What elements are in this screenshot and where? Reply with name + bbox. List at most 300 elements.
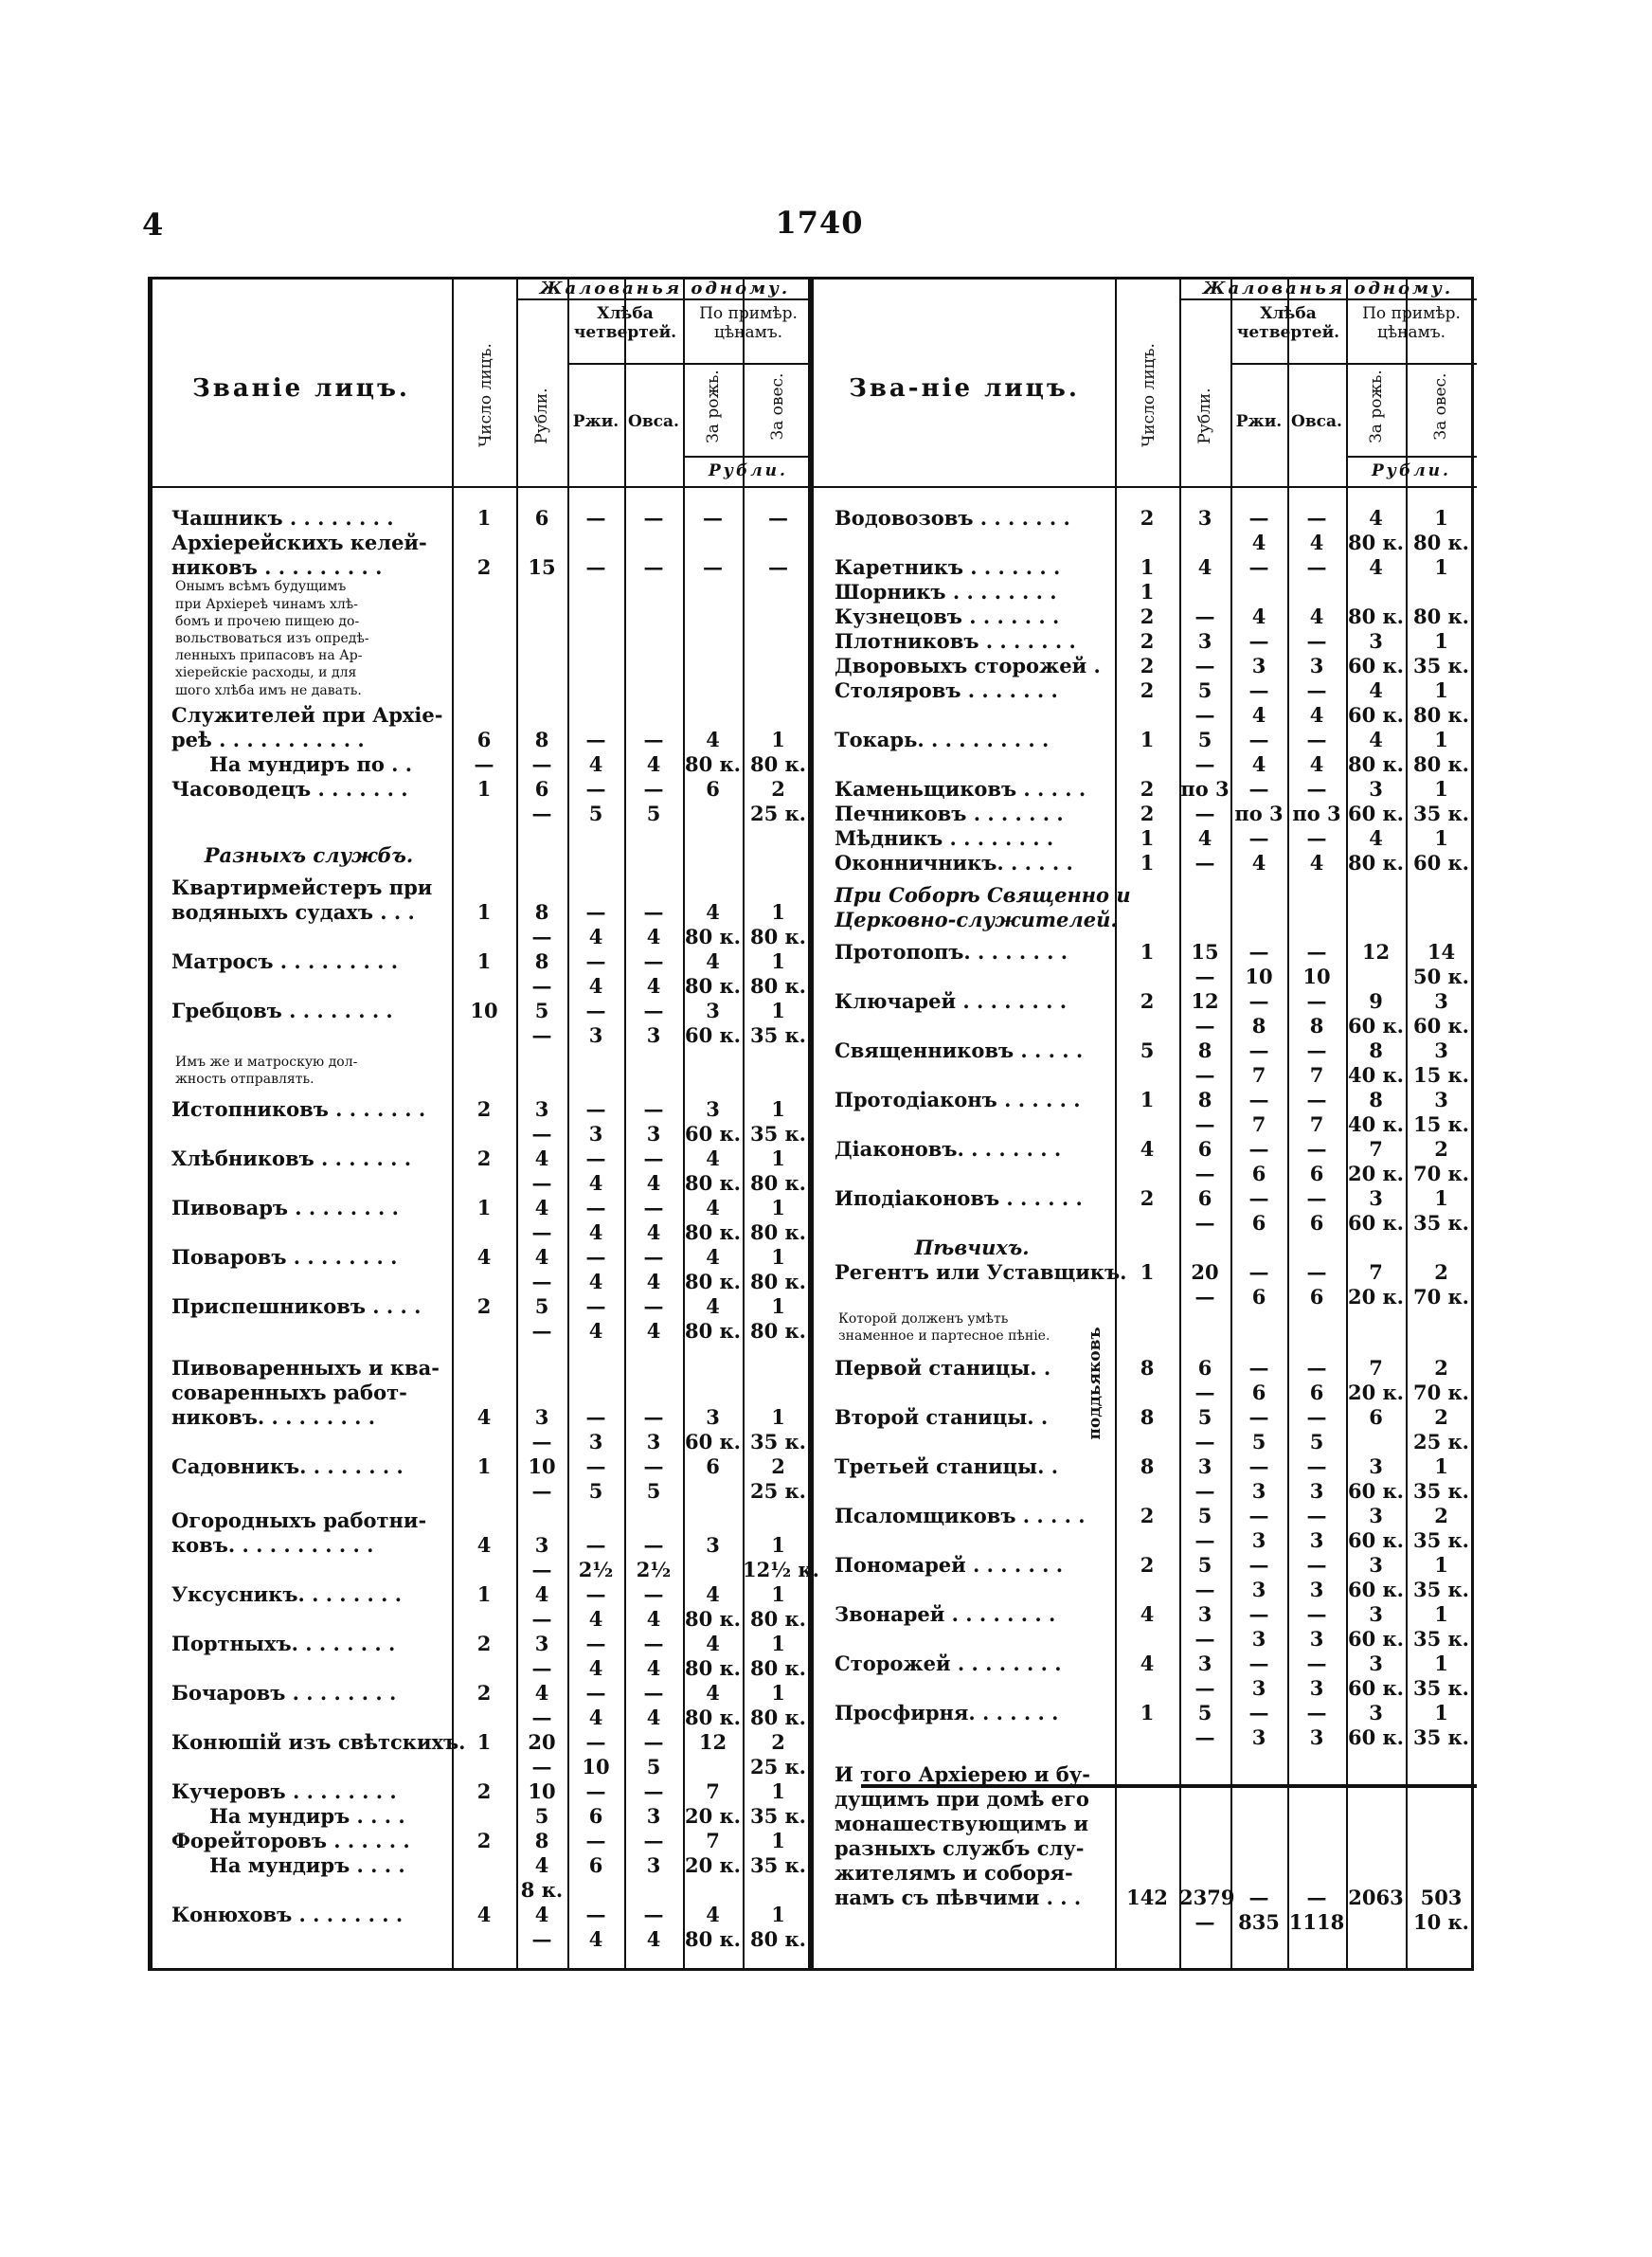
left-cell-rye: 4	[588, 1270, 603, 1293]
right-cell-po: 10 к.	[1412, 1910, 1469, 1934]
left-cell-pr: 4	[706, 949, 720, 973]
rye-header: Ржи.	[572, 412, 620, 431]
left-cell-name: Форейторовъ . . . . . .	[171, 1829, 410, 1853]
left-cell-po: 25 к.	[749, 1479, 806, 1503]
right-cell-pr: 3	[1369, 1602, 1383, 1626]
left-cell-oat: —	[643, 1147, 664, 1170]
left-cell-oat: 4	[646, 1706, 661, 1730]
right-cell-rub: —	[1194, 1381, 1215, 1404]
left-cell-note2: жность отправлять.	[175, 1072, 314, 1088]
left-cell-pr: 4	[706, 1582, 720, 1607]
right-cell-oat: 3	[1309, 654, 1324, 677]
left-cell-n: 10	[470, 999, 498, 1022]
left-cell-po: 25 к.	[749, 802, 806, 825]
right-cell-n: 1	[1140, 1701, 1155, 1724]
left-cell-rub: —	[531, 1607, 552, 1632]
right-cell-name: Просфирня. . . . . . .	[835, 1701, 1059, 1724]
right-cell-pr: 3	[1369, 1454, 1383, 1478]
right-cell-pr: 60 к.	[1347, 654, 1404, 677]
right-cell-po: 15 к.	[1412, 1062, 1469, 1087]
right-cell-rub: —	[1194, 1210, 1215, 1235]
left-cell-name: Часоводецъ . . . . . . .	[171, 777, 408, 801]
right-cell-po: 35 к.	[1412, 802, 1469, 825]
right-cell-po: 1	[1434, 678, 1448, 702]
left-cell-rye: —	[585, 1903, 606, 1927]
right-cell-oat: 3	[1309, 1479, 1324, 1503]
left-cell-oat: —	[643, 1454, 664, 1478]
left-cell-po: 35 к.	[749, 1853, 806, 1878]
right-cell-po: 35 к.	[1412, 1578, 1469, 1601]
left-cell-oat: —	[643, 949, 664, 973]
left-cell-pr: 4	[706, 1147, 720, 1170]
left-cell-rye: 4	[588, 1927, 603, 1952]
left-cell-name: Конюховъ . . . . . . . .	[171, 1903, 404, 1927]
rubles-header: Рубли.	[532, 388, 551, 444]
left-cell-name: Поваровъ . . . . . . . .	[171, 1245, 398, 1269]
right-cell-po: 2	[1434, 1504, 1448, 1527]
left-cell-pr: 80 к.	[684, 1220, 741, 1244]
left-cell-oat: 5	[646, 1755, 661, 1779]
left-cell-rub: —	[531, 974, 552, 998]
right-cell-rye: 10	[1245, 964, 1273, 988]
right-cell-sec: При Соборѣ Священно и	[835, 882, 1131, 907]
right-cell-oat: —	[1306, 506, 1327, 530]
left-cell-rye: 5	[588, 1479, 603, 1503]
right-cell-name: Протопопъ. . . . . . . .	[835, 939, 1068, 964]
left-cell-po: 1	[771, 1294, 785, 1318]
right-cell-oat: 4	[1309, 752, 1324, 776]
right-cell-oat: —	[1306, 988, 1327, 1013]
left-cell-rye: —	[585, 1196, 606, 1219]
left-cell-rye: —	[585, 1294, 606, 1318]
right-cell-n: 1	[1140, 1087, 1155, 1111]
right-cell-oat: 4	[1309, 531, 1324, 554]
left-table	[148, 277, 819, 1971]
right-cell-oat: 6	[1309, 1210, 1324, 1235]
left-cell-rye: —	[585, 1533, 606, 1558]
right-cell-name: Псаломщиковъ . . . . .	[835, 1504, 1086, 1527]
right-cell-rye: 7	[1251, 1062, 1266, 1087]
right-cell-n: 1	[1140, 851, 1155, 875]
right-cell-po: 35 к.	[1412, 1210, 1469, 1235]
right-cell-pr: 7	[1369, 1259, 1383, 1284]
right-cell-oat: 8	[1309, 1013, 1324, 1038]
left-cell-name: Конюшій изъ свѣтскихъ.	[171, 1730, 466, 1755]
right-cell-po: 35 к.	[1412, 654, 1469, 677]
left-cell-rye: —	[585, 1829, 606, 1853]
right-cell-pr: 2063	[1348, 1886, 1404, 1909]
left-cell-oat: —	[643, 1779, 664, 1804]
left-cell-rub: 3	[534, 1632, 549, 1656]
right-cell-rye: 4	[1251, 605, 1266, 628]
left-cell-rye: —	[585, 949, 606, 973]
right-cell-name: Водовозовъ . . . . . . .	[835, 506, 1070, 530]
right-cell-rub: —	[1194, 703, 1215, 727]
rubli-header-right: Рубли.	[1372, 461, 1451, 480]
left-cell-oat: —	[643, 900, 664, 924]
left-cell-rye: 4	[588, 1171, 603, 1195]
right-cell-po: 70 к.	[1412, 1381, 1469, 1404]
right-cell-rub: —	[1194, 802, 1215, 825]
right-cell-tot: монашествующимъ и	[835, 1812, 1089, 1835]
left-cell-oat: —	[643, 1533, 664, 1558]
left-cell-rub: 3	[534, 1097, 549, 1121]
left-cell-pr: —	[703, 555, 723, 579]
left-cell-rub: 4	[534, 1853, 549, 1878]
left-cell-po: 1	[771, 949, 785, 973]
right-cell-rub: —	[1194, 1013, 1215, 1038]
right-cell-rub: 20	[1191, 1259, 1219, 1284]
left-cell-po: 1	[771, 1533, 785, 1558]
left-cell-rub: —	[531, 1656, 552, 1681]
left-cell-rub: —	[531, 1479, 552, 1503]
left-cell-po: 1	[771, 1632, 785, 1656]
right-cell-rub: 5	[1197, 1405, 1212, 1429]
right-cell-oat: по 3	[1292, 802, 1341, 825]
left-cell-rye: —	[585, 1454, 606, 1478]
rubli-header: Рубли.	[709, 461, 788, 480]
right-cell-n: 1	[1140, 826, 1155, 850]
left-cell-rub: 4	[534, 1147, 549, 1170]
right-cell-name: Ключарей . . . . . . . .	[835, 988, 1068, 1013]
left-cell-oat: —	[643, 999, 664, 1022]
left-cell-oat: 4	[646, 925, 661, 948]
right-cell-po: 35 к.	[1412, 1479, 1469, 1503]
right-cell-n: 2	[1140, 1504, 1155, 1527]
right-cell-pr: 80 к.	[1347, 531, 1404, 554]
salary-header: Жалованья одному.	[539, 279, 791, 298]
right-cell-rye: —	[1248, 555, 1269, 579]
left-cell-note: шого хлѣба имъ не давать.	[175, 682, 362, 698]
left-cell-pr: 80 к.	[684, 1706, 741, 1730]
right-cell-rye: —	[1248, 1652, 1269, 1675]
left-cell-pr: 3	[706, 1405, 720, 1429]
left-cell-pr: 20 к.	[684, 1804, 741, 1829]
left-cell-po: 1	[771, 900, 785, 924]
left-cell-name: Архіерейскихъ келей-	[171, 531, 427, 554]
right-cell-rye: 6	[1251, 1161, 1266, 1185]
right-cell-tot: жителямъ и соборя-	[835, 1861, 1073, 1885]
left-cell-rye: —	[585, 1147, 606, 1170]
prices-header: По примѣр. цѣнамъ.	[699, 304, 798, 342]
left-cell-pr: 80 к.	[684, 1607, 741, 1632]
persons-header: Число лицъ.	[476, 343, 495, 447]
left-cell-pr: 80 к.	[684, 752, 741, 776]
left-cell-oat: 4	[646, 974, 661, 998]
right-cell-name: Третьей станицы. .	[835, 1454, 1059, 1478]
right-cell-sec: Церковно-служителей.	[835, 907, 1118, 931]
left-cell-pr: 3	[706, 1533, 720, 1558]
right-cell-oat: —	[1306, 1356, 1327, 1380]
right-cell-rub: —	[1194, 964, 1215, 988]
right-cell-po: 70 к.	[1412, 1284, 1469, 1309]
left-cell-rye: —	[585, 1681, 606, 1706]
right-cell-po: 1	[1434, 1602, 1448, 1626]
right-cell-n: 2	[1140, 802, 1155, 825]
right-cell-rye: 6	[1251, 1381, 1266, 1404]
right-cell-pr: 8	[1369, 1038, 1383, 1062]
left-cell-name: водяныхъ судахъ . . .	[171, 900, 415, 924]
left-cell-rub: —	[531, 925, 552, 948]
right-cell-oat: 3	[1309, 1578, 1324, 1601]
right-cell-pr: 20 к.	[1347, 1381, 1404, 1404]
left-cell-pr: 4	[706, 900, 720, 924]
left-cell-pr: 4	[706, 1903, 720, 1927]
left-cell-oat: —	[643, 1196, 664, 1219]
right-cell-n: 8	[1140, 1356, 1155, 1380]
right-cell-pr: 3	[1369, 629, 1383, 653]
right-cell-rub: —	[1194, 1062, 1215, 1087]
left-cell-name: Служителей при Архіе-	[171, 703, 443, 727]
left-cell-rye: 4	[588, 752, 603, 776]
left-cell-rub: 4	[534, 1903, 549, 1927]
left-cell-po: 1	[771, 1245, 785, 1269]
right-cell-rye: 835	[1238, 1910, 1280, 1934]
right-cell-pr: 80 к.	[1347, 851, 1404, 875]
right-cell-name: Токарь. . . . . . . . . .	[835, 728, 1050, 751]
right-cell-oat: —	[1306, 1259, 1327, 1284]
right-cell-n: 142	[1126, 1886, 1168, 1909]
right-cell-rub: —	[1194, 1578, 1215, 1601]
left-cell-oat: 3	[646, 1023, 661, 1047]
right-cell-n: 1	[1140, 580, 1155, 604]
left-cell-pr: 80 к.	[684, 1171, 741, 1195]
right-cell-pr: 60 к.	[1347, 802, 1404, 825]
right-cell-po: 503	[1420, 1886, 1463, 1909]
right-cell-pr: 60 к.	[1347, 1479, 1404, 1503]
right-cell-rub: 3	[1197, 1454, 1212, 1478]
left-cell-n: 1	[476, 506, 492, 530]
right-cell-po: 25 к.	[1412, 1430, 1469, 1454]
right-cell-n: 2	[1140, 1553, 1155, 1577]
right-cell-rye: —	[1248, 629, 1269, 653]
right-cell-name: Плотниковъ . . . . . . .	[835, 629, 1076, 653]
right-cell-oat: 3	[1309, 1627, 1324, 1651]
left-cell-oat: 4	[646, 1270, 661, 1293]
right-cell-n: 8	[1140, 1405, 1155, 1429]
left-cell-po: 80 к.	[749, 1171, 806, 1195]
right-cell-rub: —	[1194, 1111, 1215, 1136]
right-cell-rub: по 3	[1180, 777, 1230, 801]
left-cell-pr: 3	[706, 1097, 720, 1121]
left-cell-rub: —	[531, 1023, 552, 1047]
left-cell-rye: —	[585, 1405, 606, 1429]
right-cell-oat: —	[1306, 555, 1327, 579]
left-cell-pr: 60 к.	[684, 1430, 741, 1454]
left-cell-po: 1	[771, 1196, 785, 1219]
right-cell-name: Кузнецовъ . . . . . . .	[835, 605, 1060, 628]
right-cell-po: 80 к.	[1412, 531, 1469, 554]
right-cell-po: 3	[1434, 1087, 1448, 1111]
right-cell-pr: 7	[1369, 1356, 1383, 1380]
left-cell-rub: —	[531, 1319, 552, 1343]
left-cell-oat: 4	[646, 1220, 661, 1244]
right-cell-pr: 7	[1369, 1136, 1383, 1161]
left-cell-sec: Разныхъ службъ.	[204, 843, 414, 868]
right-cell-rye: 4	[1251, 703, 1266, 727]
right-cell-pr: 60 к.	[1347, 1676, 1404, 1700]
left-cell-rye: 5	[588, 802, 603, 825]
right-cell-po: 80 к.	[1412, 605, 1469, 628]
left-cell-rub: —	[531, 1220, 552, 1244]
right-cell-rye: 5	[1251, 1430, 1266, 1454]
left-cell-rub: —	[531, 1558, 552, 1582]
right-cell-tot: разныхъ службъ слу-	[835, 1836, 1085, 1860]
right-cell-rye: —	[1248, 1087, 1269, 1111]
right-cell-sec2: Пѣвчихъ.	[914, 1235, 1030, 1259]
right-cell-name: Шорникъ . . . . . . . .	[835, 580, 1057, 604]
right-cell-pr: 3	[1369, 1553, 1383, 1577]
right-cell-n: 2	[1140, 777, 1155, 801]
left-cell-pr: —	[703, 506, 723, 530]
left-cell-rub: 6	[534, 506, 549, 530]
right-cell-name: Каменьщиковъ . . . . .	[835, 777, 1086, 801]
right-cell-rye: —	[1248, 777, 1269, 801]
right-cell-oat: —	[1306, 826, 1327, 850]
right-cell-pr: 4	[1369, 506, 1383, 530]
right-cell-po: 80 к.	[1412, 752, 1469, 776]
right-cell-pr: 60 к.	[1347, 1210, 1404, 1235]
right-cell-rub: 4	[1197, 555, 1212, 579]
right-cell-po: 1	[1434, 506, 1448, 530]
left-cell-rub: 10	[528, 1779, 556, 1804]
left-cell-name2: ковъ. . . . . . . . . . .	[171, 1533, 374, 1558]
right-cell-rye: —	[1248, 1185, 1269, 1210]
right-cell-po: 50 к.	[1412, 964, 1469, 988]
right-cell-n: 4	[1140, 1136, 1155, 1161]
right-cell-oat: —	[1306, 1886, 1327, 1909]
left-cell-oat: 4	[646, 1927, 661, 1952]
right-cell-po: 35 к.	[1412, 1725, 1469, 1749]
left-cell-n: 2	[476, 1147, 492, 1170]
left-cell-n: 4	[476, 1903, 492, 1927]
right-cell-oat: 5	[1309, 1430, 1324, 1454]
right-cell-n: 2	[1140, 654, 1155, 677]
right-cell-rub: —	[1194, 851, 1215, 875]
right-cell-n: 2	[1140, 629, 1155, 653]
rye-header-right: Ржи.	[1235, 412, 1283, 431]
column-title-name: Званіе лицъ.	[192, 374, 410, 403]
right-cell-po: 3	[1434, 1038, 1448, 1062]
left-cell-n: 1	[476, 1196, 492, 1219]
left-cell-po: 1	[771, 1097, 785, 1121]
left-cell-po: 80 к.	[749, 1220, 806, 1244]
right-cell-rye: 7	[1251, 1111, 1266, 1136]
right-table	[811, 277, 1474, 1971]
for-oats-header: За овес.	[768, 372, 787, 441]
left-cell-pr: 12	[698, 1730, 727, 1755]
left-cell-name: Пивоваренныхъ и ква-	[171, 1356, 440, 1380]
left-cell-n: 1	[476, 777, 492, 801]
right-cell-name: Мѣдникъ . . . . . . . .	[835, 826, 1054, 850]
right-cell-n: 1	[1140, 1259, 1155, 1284]
for-rye-header-right: За рожь.	[1367, 370, 1386, 443]
left-cell-oat: —	[643, 555, 664, 579]
left-cell-name: Чашникъ . . . . . . . .	[171, 506, 394, 530]
right-cell-name: Протодіаконъ . . . . . .	[835, 1087, 1081, 1111]
left-cell-oat: —	[643, 1405, 664, 1429]
right-cell-pr: 12	[1361, 939, 1391, 964]
right-cell-pr: 4	[1369, 826, 1383, 850]
left-cell-rub: —	[531, 1706, 552, 1730]
left-cell-po: 1	[771, 728, 785, 751]
left-cell-rub: 8	[534, 900, 549, 924]
right-cell-po: 2	[1434, 1259, 1448, 1284]
right-cell-rye: —	[1248, 678, 1269, 702]
left-cell-rub: —	[531, 1122, 552, 1146]
left-cell-po: 1	[771, 999, 785, 1022]
left-cell-rub: 6	[534, 777, 549, 801]
left-cell-po: 80 к.	[749, 1607, 806, 1632]
left-cell-pr: 6	[706, 1454, 720, 1478]
left-cell-pr: 3	[706, 999, 720, 1022]
left-cell-n: 4	[476, 1405, 492, 1429]
left-cell-name3: На мундиръ по . .	[209, 752, 413, 776]
left-cell-rye: —	[585, 900, 606, 924]
left-cell-name2: реѣ . . . . . . . . . . .	[171, 728, 365, 751]
right-cell-rub: 6	[1197, 1356, 1212, 1380]
left-cell-pr: 80 к.	[684, 1656, 741, 1681]
left-cell-n: 2	[476, 1829, 492, 1853]
right-cell-oat: 4	[1309, 703, 1324, 727]
right-cell-name: Регентъ или Уставщикъ.	[835, 1259, 1127, 1284]
right-cell-rub: —	[1194, 1725, 1215, 1749]
right-cell-pr: 60 к.	[1347, 1528, 1404, 1552]
right-cell-n: 1	[1140, 555, 1155, 579]
right-cell-po: 2	[1434, 1405, 1448, 1429]
left-cell-oat: 4	[646, 1171, 661, 1195]
right-cell-rye: —	[1248, 1602, 1269, 1626]
left-cell-rub: 10	[528, 1454, 556, 1478]
left-cell-oat: —	[643, 1582, 664, 1607]
left-cell-rub: 5	[534, 1804, 549, 1829]
right-cell-rye: 4	[1251, 531, 1266, 554]
left-cell-pr: 4	[706, 1245, 720, 1269]
right-cell-oat: 4	[1309, 605, 1324, 628]
left-cell-rub: 8	[534, 1829, 549, 1853]
right-cell-po: 1	[1434, 1185, 1448, 1210]
left-cell-rub: —	[531, 1270, 552, 1293]
left-cell-name: Садовникъ. . . . . . . .	[171, 1454, 404, 1478]
left-cell-n: 2	[476, 1097, 492, 1121]
right-cell-pr: 20 к.	[1347, 1161, 1404, 1185]
right-cell-pr: 40 к.	[1347, 1111, 1404, 1136]
left-cell-po: 1	[771, 1681, 785, 1706]
right-cell-rub: 3	[1197, 506, 1212, 530]
right-cell-rye: 6	[1251, 1210, 1266, 1235]
left-cell-po: 80 к.	[749, 1270, 806, 1293]
right-cell-oat: —	[1306, 939, 1327, 964]
left-cell-rye: —	[585, 1245, 606, 1269]
right-cell-rye: —	[1248, 826, 1269, 850]
left-cell-rye: 4	[588, 1319, 603, 1343]
right-cell-rye: —	[1248, 988, 1269, 1013]
left-cell-n: 1	[476, 900, 492, 924]
left-cell-note: Онымъ всѣмъ будущимъ	[175, 579, 347, 595]
left-cell-po: —	[768, 506, 788, 530]
right-cell-rub: 2379	[1179, 1886, 1235, 1909]
right-cell-rub: 5	[1197, 1553, 1212, 1577]
left-cell-name: Пивоваръ . . . . . . . .	[171, 1196, 399, 1219]
right-cell-oat: —	[1306, 629, 1327, 653]
right-cell-rub: —	[1194, 1528, 1215, 1552]
right-cell-pr: 60 к.	[1347, 1725, 1404, 1749]
left-cell-n: 2	[476, 1294, 492, 1318]
left-cell-pr: 80 к.	[684, 1927, 741, 1952]
left-cell-rye: 10	[582, 1755, 610, 1779]
right-cell-name: Пономарей . . . . . . .	[835, 1553, 1064, 1577]
right-cell-n: 4	[1140, 1602, 1155, 1626]
